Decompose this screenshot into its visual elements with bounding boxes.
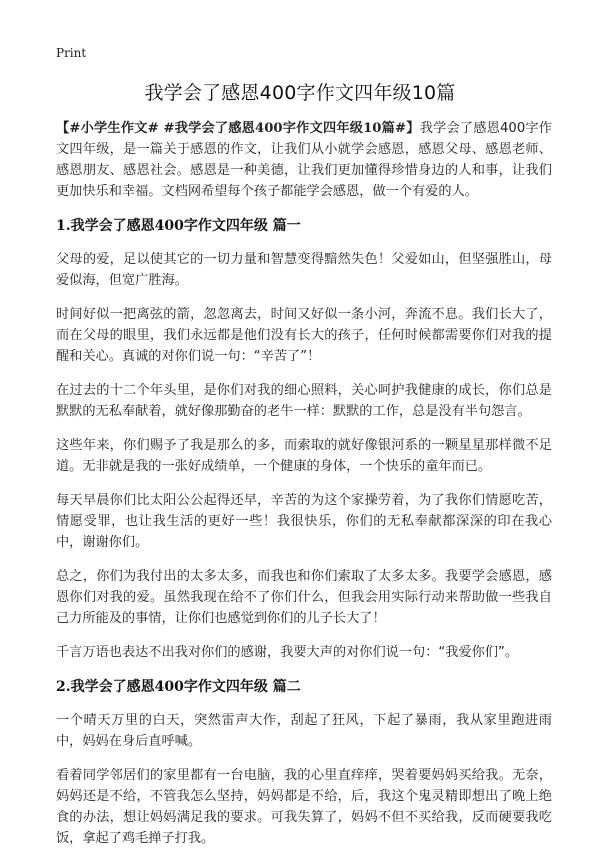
paragraph: 父母的爱，足以使其它的一切力量和智慧变得黯然失色！父爱如山，但坚强胜山，母爱似海，但宽广胜海。 bbox=[56, 252, 552, 288]
section-heading-1: 1.我学会了感恩400字作文四年级 篇一 bbox=[56, 218, 301, 234]
intro-paragraph bbox=[56, 118, 552, 202]
page-title: 我学会了感恩400字作文四年级10篇 bbox=[144, 82, 456, 104]
paragraph: 一个晴天万里的白天，突然雷声大作，刮起了狂风，下起了暴雨，我从家里跑进雨中，妈妈在身后直呼喊。 bbox=[56, 713, 552, 749]
intro-tags: 【#小学生作文# #我学会了感恩400字作文四年级10篇#】 bbox=[56, 121, 420, 136]
paragraph: 千言万语也表达不出我对你们的感谢，我要大声的对你们说一句：“我爱你们”。 bbox=[56, 645, 519, 660]
section-heading-2: 2.我学会了感恩400字作文四年级 篇二 bbox=[56, 679, 301, 695]
intro-text: 我学会了感恩400字作文四年级，是一篇关于感恩的作文，让我们从小就学会感恩，感恩父母、感恩老师、感恩朋友、感恩社会。感恩是一种美德，让我们更加懂得珍惜身边的人和事，让我们更加快乐和幸福。文档网希望每个孩子都能学会感恩，做一个有爱的人。 bbox=[56, 121, 552, 199]
paragraph: 总之，你们为我付出的太多太多，而我也和你们索取了太多太多。我要学会感恩，感恩你们对我的爱。虽然我现在给不了你们什么，但我会用实际行动来帮助做一些我自己力所能及的事情，让你们也感觉到你们的儿子长大了！ bbox=[56, 569, 552, 626]
paragraph: 这些年来，你们赐予了我是那么的多，而索取的就好像银河系的一颗星星那样微不足道。无非就是我的一张好成绩单，一个健康的身体，一个快乐的童年而已。 bbox=[56, 438, 552, 474]
article-body bbox=[56, 118, 552, 862]
paragraph: 时间好似一把离弦的箭，忽忽离去，时间又好似一条小河，奔流不息。我们长大了，而在父母的眼里，我们永远都是他们没有长大的孩子，任何时候都需要你们对我的提醒和关心。真诚的对你们说一句：“辛苦了”！ bbox=[56, 307, 552, 364]
paragraph: 每天早晨你们比太阳公公起得还早，辛苦的为这个家操劳着，为了我你们情愿吃苦，情愿受罪，也让我生活的更好一些！我很快乐，你们的无私奉献都深深的印在我心中，谢谢你们。 bbox=[56, 493, 552, 550]
paragraph: 在过去的十二个年头里，是你们对我的细心照料，关心呵护我健康的成长，你们总是默默的无私奉献着，就好像那勤奋的老牛一样：默默的工作，总是没有半句怨言。 bbox=[56, 383, 552, 419]
print-link[interactable]: Print bbox=[56, 46, 87, 60]
paragraph: 看着同学邻居们的家里都有一台电脑，我的心里直痒痒，哭着要妈妈买给我。无奈，妈妈还是不给，不管我怎么坚持，妈妈都是不给，后，我这个鬼灵精即想出了晚上绝食的办法，想让妈妈满足我的要求。可我失算了，妈妈不但不买给我，反而硬要我吃饭，拿起了鸡毛掸子打我。 bbox=[56, 768, 552, 846]
